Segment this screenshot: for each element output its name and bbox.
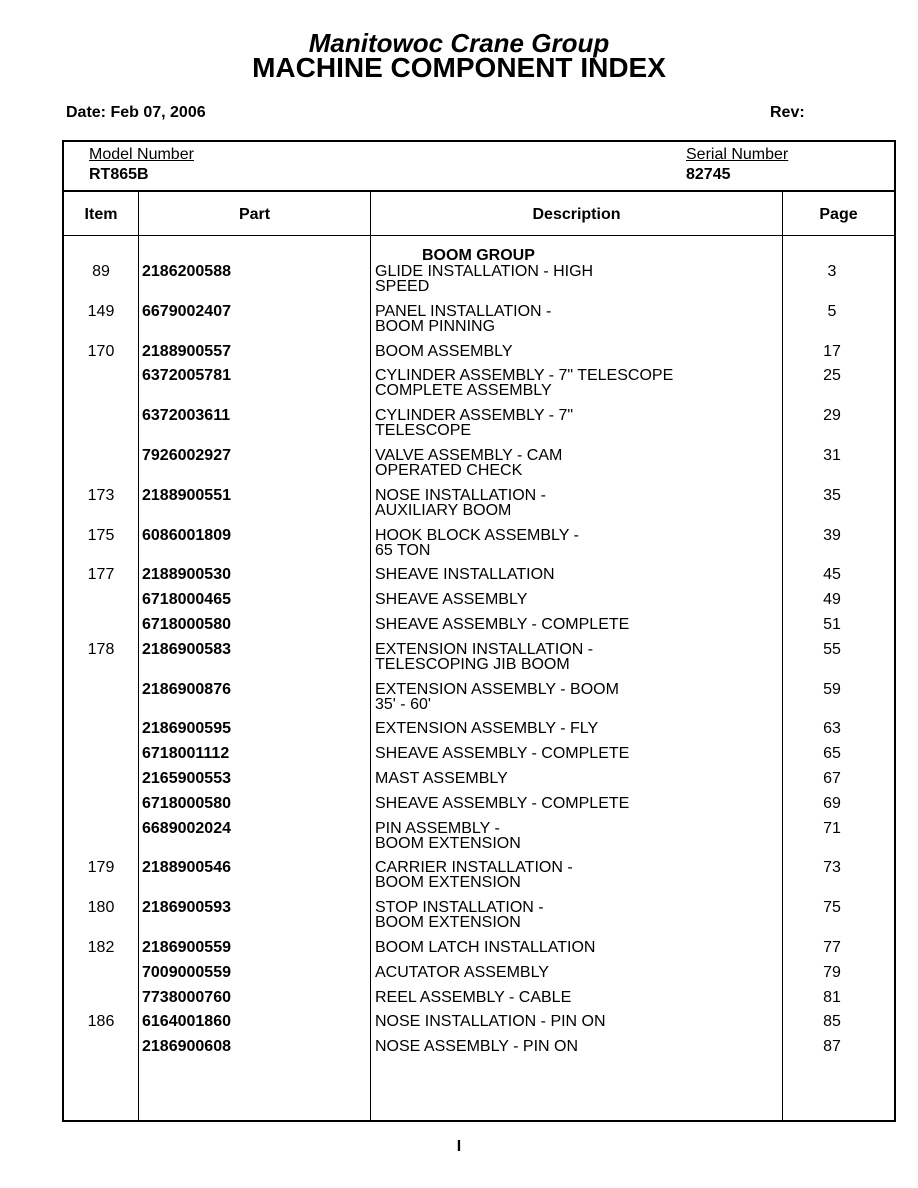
description — [375, 567, 775, 582]
description-line: SHEAVE ASSEMBLY - COMPLETE — [375, 794, 630, 812]
description-line: CYLINDER ASSEMBLY - 7" — [375, 407, 574, 425]
page-reference: 31 — [823, 447, 841, 464]
column-header-part: Part — [238, 206, 271, 223]
page-reference: 63 — [823, 720, 841, 738]
description — [375, 682, 775, 712]
model-number-value: RT865B — [89, 166, 149, 183]
page-reference: 85 — [823, 1013, 841, 1031]
page-reference: 35 — [823, 486, 841, 504]
item-number: 89 — [92, 263, 110, 280]
page-reference: 81 — [823, 988, 841, 1006]
page-reference: 39 — [823, 526, 841, 544]
description — [375, 1014, 775, 1029]
part-number: 2186900876 — [142, 680, 231, 698]
page-reference: 59 — [823, 680, 841, 698]
page-reference: 45 — [823, 566, 841, 584]
item-number: 173 — [87, 486, 115, 504]
description-line: NOSE INSTALLATION - — [375, 486, 546, 504]
description-line: BOOM EXTENSION — [375, 914, 521, 932]
description-line: COMPLETE ASSEMBLY — [375, 382, 552, 400]
part-number: 2186200588 — [142, 263, 231, 280]
description — [375, 344, 775, 359]
document-date: Date: Feb 07, 2006 — [66, 104, 206, 121]
part-number: 6689002024 — [142, 819, 231, 837]
description-line: PIN ASSEMBLY - — [375, 819, 500, 837]
page-reference: 17 — [823, 342, 841, 360]
serial-number-label: Serial Number — [686, 146, 789, 163]
description-line: CYLINDER ASSEMBLY - 7" TELESCOPE — [375, 367, 674, 385]
item-number: 170 — [87, 342, 115, 360]
page-reference: 67 — [823, 770, 841, 787]
description-line: TELESCOPING JIB BOOM — [375, 655, 570, 673]
description-line: STOP INSTALLATION - — [375, 899, 544, 917]
column-divider — [138, 191, 139, 1120]
page-reference: 65 — [823, 745, 841, 763]
part-number: 6718000465 — [142, 591, 231, 609]
group-heading: BOOM GROUP — [422, 247, 535, 264]
description-line: 35' - 60' — [375, 695, 431, 713]
part-number: 2188900551 — [142, 486, 231, 504]
page-reference: 69 — [823, 794, 841, 812]
part-number: 2188900530 — [142, 566, 231, 584]
description — [375, 642, 775, 672]
description-line: 65 TON — [375, 541, 431, 559]
part-number: 6718000580 — [142, 616, 231, 633]
part-number: 2186900593 — [142, 899, 231, 917]
part-number: 6718000580 — [142, 794, 231, 812]
description-line: SHEAVE INSTALLATION — [375, 566, 555, 584]
description-line: ACUTATOR ASSEMBLY — [375, 963, 549, 981]
model-number-label: Model Number — [89, 146, 194, 163]
description-line: EXTENSION INSTALLATION - — [375, 640, 594, 658]
description — [375, 304, 775, 334]
item-number: 175 — [87, 526, 115, 544]
description — [375, 900, 775, 930]
description — [375, 965, 775, 980]
description — [375, 368, 775, 398]
page-reference: 55 — [823, 640, 841, 658]
description-line: PANEL INSTALLATION - — [375, 302, 552, 320]
description-line: OPERATED CHECK — [375, 462, 523, 479]
description-line: GLIDE INSTALLATION - HIGH — [375, 263, 594, 280]
description — [375, 721, 775, 736]
document-revision: Rev: — [770, 104, 805, 121]
description — [375, 448, 775, 478]
item-number: 186 — [87, 1013, 115, 1031]
part-number: 2186900559 — [142, 939, 231, 956]
description-line: BOOM LATCH INSTALLATION — [375, 939, 596, 956]
description — [375, 990, 775, 1005]
description-line: EXTENSION ASSEMBLY - BOOM — [375, 680, 619, 698]
part-number: 2188900557 — [142, 342, 231, 360]
part-number: 6718001112 — [142, 745, 230, 763]
header-divider — [64, 190, 894, 192]
description-line: CARRIER INSTALLATION - — [375, 859, 573, 877]
description — [375, 940, 775, 955]
page-reference: 79 — [823, 963, 841, 981]
item-number: 180 — [87, 899, 115, 917]
description-line: AUXILIARY BOOM — [375, 501, 512, 519]
page-reference: 75 — [823, 899, 841, 917]
description — [375, 860, 775, 890]
description-line: SHEAVE ASSEMBLY - COMPLETE — [375, 616, 630, 633]
description — [375, 488, 775, 518]
description — [375, 592, 775, 607]
description-line: REEL ASSEMBLY - CABLE — [375, 988, 572, 1006]
component-index-table — [62, 140, 896, 1122]
column-header-page: Page — [819, 206, 858, 223]
description — [375, 264, 775, 294]
description — [375, 746, 775, 761]
description — [375, 528, 775, 558]
description — [375, 408, 775, 438]
description-line: NOSE INSTALLATION - PIN ON — [375, 1013, 606, 1031]
description — [375, 796, 775, 811]
description-line: NOSE ASSEMBLY - PIN ON — [375, 1038, 579, 1056]
part-number: 2186900583 — [142, 640, 231, 658]
description-line: BOOM EXTENSION — [375, 874, 521, 892]
company-name: Manitowoc Crane Group — [308, 28, 610, 58]
item-number: 149 — [87, 302, 115, 320]
part-number: 2165900553 — [142, 770, 231, 787]
description-line: BOOM EXTENSION — [375, 834, 521, 852]
page-reference: 73 — [823, 859, 841, 877]
description-line: TELESCOPE — [375, 422, 472, 440]
description-line: VALVE ASSEMBLY - CAM — [375, 447, 563, 464]
part-number: 7009000559 — [142, 963, 231, 981]
description-line: SHEAVE ASSEMBLY - COMPLETE — [375, 745, 630, 763]
description-line: BOOM PINNING — [375, 317, 496, 335]
column-header-description: Description — [532, 206, 621, 223]
page-reference: 49 — [823, 591, 841, 609]
page-reference: 25 — [823, 367, 841, 385]
page-number: I — [456, 1138, 462, 1155]
column-divider — [370, 191, 371, 1120]
page-reference: 5 — [827, 302, 837, 320]
item-number: 177 — [87, 566, 115, 584]
page-reference: 29 — [823, 407, 841, 425]
part-number: 2188900546 — [142, 859, 231, 877]
item-number: 182 — [87, 939, 115, 956]
part-number: 6164001860 — [142, 1013, 231, 1031]
page-reference: 87 — [823, 1038, 841, 1056]
item-number: 179 — [87, 859, 115, 877]
page-reference: 51 — [823, 616, 841, 633]
page-reference: 3 — [827, 263, 837, 280]
part-number: 6372005781 — [142, 367, 231, 385]
part-number: 6086001809 — [142, 526, 231, 544]
page-reference: 77 — [823, 939, 841, 956]
part-number: 6679002407 — [142, 302, 231, 320]
part-number: 2186900595 — [142, 720, 231, 738]
description — [375, 821, 775, 851]
part-number: 7926002927 — [142, 447, 231, 464]
description-line: SHEAVE ASSEMBLY — [375, 591, 528, 609]
description — [375, 771, 775, 786]
description-line: SPEED — [375, 278, 430, 295]
description — [375, 1039, 775, 1054]
item-number: 178 — [87, 640, 115, 658]
column-header-divider — [64, 235, 894, 236]
page-reference: 71 — [823, 819, 841, 837]
description-line: EXTENSION ASSEMBLY - FLY — [375, 720, 599, 738]
column-header-item: Item — [84, 206, 118, 223]
part-number: 7738000760 — [142, 988, 231, 1006]
description — [375, 617, 775, 632]
description-line: MAST ASSEMBLY — [375, 770, 508, 787]
part-number: 2186900608 — [142, 1038, 231, 1056]
part-number: 6372003611 — [142, 407, 231, 425]
description-line: HOOK BLOCK ASSEMBLY - — [375, 526, 579, 544]
description-line: BOOM ASSEMBLY — [375, 342, 513, 360]
document-title: MACHINE COMPONENT INDEX — [252, 52, 666, 83]
serial-number-value: 82745 — [686, 166, 731, 183]
